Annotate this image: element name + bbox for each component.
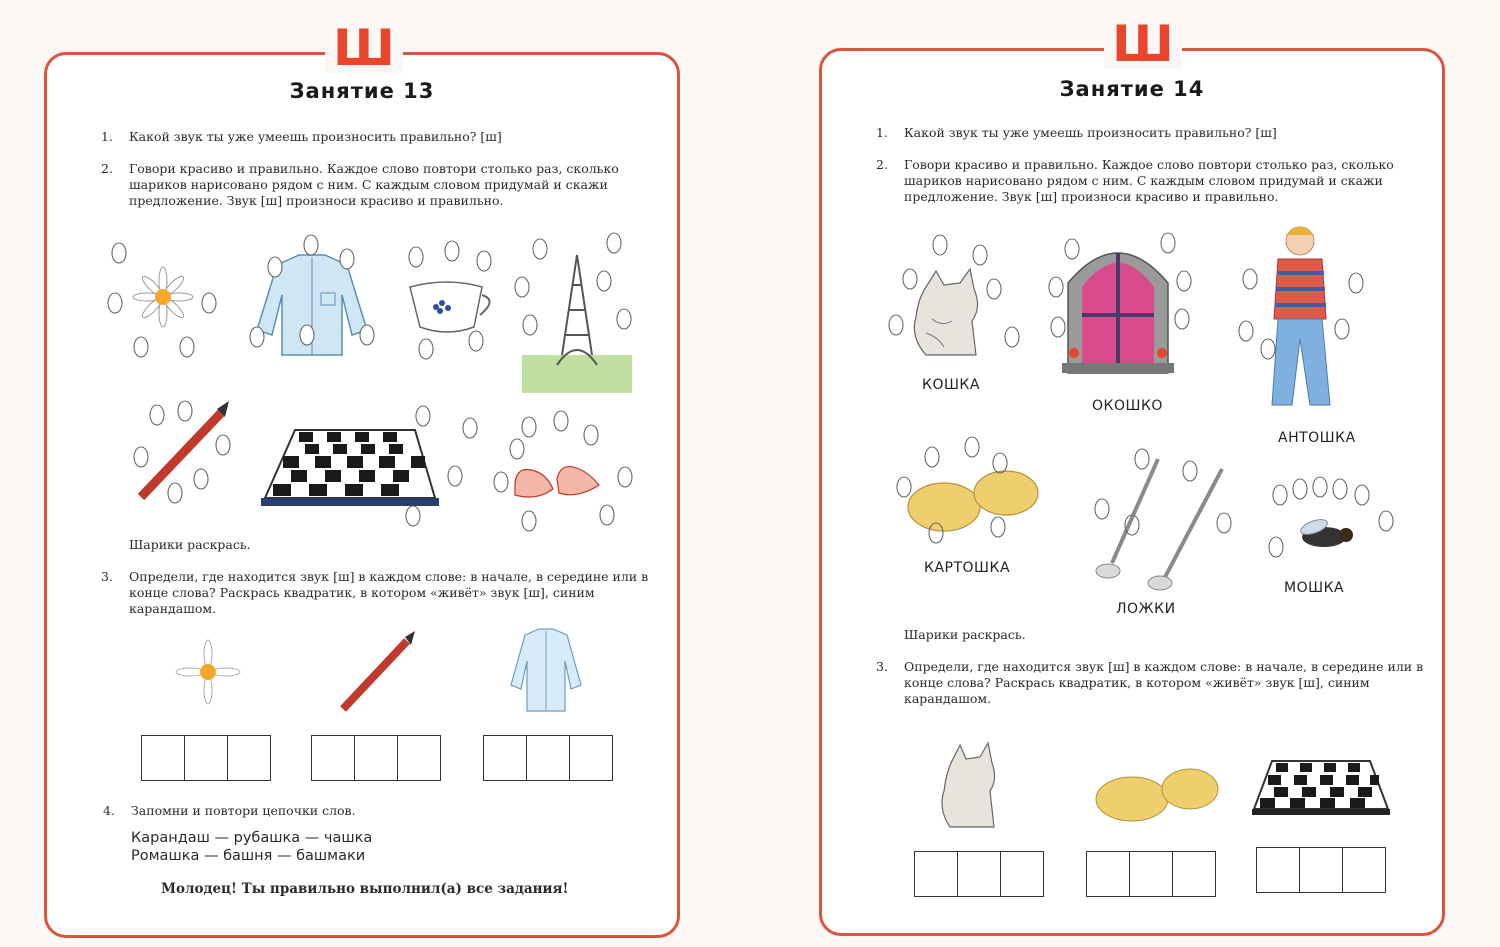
box-end[interactable] [228, 736, 270, 780]
sound-position-boxes[interactable] [914, 851, 1044, 897]
sound-position-boxes[interactable] [1256, 847, 1386, 893]
task-3 [101, 569, 669, 617]
task-text: Какой звук ты уже умеешь произносить правильно? [ш] [904, 125, 1277, 140]
box-end[interactable] [1001, 852, 1043, 896]
box-middle[interactable] [958, 852, 1001, 896]
potato-icon [1090, 759, 1220, 829]
pencil-icon [127, 401, 237, 511]
word-koshka: КОШКА [922, 377, 980, 393]
box-end[interactable] [570, 736, 612, 780]
box-beginning[interactable] [915, 852, 958, 896]
left-page [44, 19, 680, 938]
potato-icon [888, 437, 1048, 557]
letter-sh-tab: Ш [325, 23, 403, 73]
fly-icon [1268, 471, 1398, 571]
box-end[interactable] [1173, 852, 1215, 896]
word-chain-1: Карандаш — рубашка — чашка [131, 830, 373, 846]
shoes-icon [507, 415, 637, 545]
shirt-icon [507, 625, 585, 715]
task-text: Запомни и повтори цепочки слов. [131, 803, 356, 818]
box-middle[interactable] [355, 736, 398, 780]
task-number: 3. [876, 659, 888, 674]
lesson-13-title: Занятие 13 [289, 79, 435, 103]
word-lozhki: ЛОЖКИ [1116, 601, 1176, 617]
task-number: 2. [876, 157, 888, 172]
task-text: Говори красиво и правильно. Каждое слово повтори столько раз, сколько шариков нарисовано рядом с ним. С каждым словом придумай и скажи предложение. Звук [ш] произноси красиво и правильно. [904, 157, 1394, 204]
task-2 [876, 157, 1444, 205]
checkerboard-icon [255, 410, 475, 550]
task-3 [876, 659, 1444, 707]
word-moshka: МОШКА [1284, 580, 1345, 596]
sound-position-boxes[interactable] [141, 735, 271, 781]
task-text: Какой звук ты уже умеешь произносить правильно? [ш] [129, 129, 502, 144]
boy-icon [1234, 219, 1374, 419]
daisy-icon [115, 263, 225, 373]
task-text: Говори красиво и правильно. Каждое слово повтори столько раз, сколько шариков нарисовано рядом с ним. С каждым словом придумай и скажи предложение. Звук [ш] произноси красиво и правильно. [129, 161, 619, 208]
checkerboard-icon [1248, 751, 1398, 823]
sound-position-boxes[interactable] [311, 735, 441, 781]
word-antoshka: АНТОШКА [1278, 430, 1356, 446]
right-page [819, 15, 1445, 936]
word-chain-2: Ромашка — башня — башмаки [131, 848, 366, 864]
task-number: 3. [101, 569, 113, 584]
window-icon [1048, 223, 1188, 393]
box-beginning[interactable] [312, 736, 355, 780]
box-middle[interactable] [1300, 848, 1343, 892]
task-number: 1. [101, 129, 113, 144]
word-kartoshka: КАРТОШКА [924, 560, 1011, 576]
box-end[interactable] [398, 736, 440, 780]
box-beginning[interactable] [142, 736, 185, 780]
box-beginning[interactable] [1257, 848, 1300, 892]
box-middle[interactable] [1130, 852, 1173, 896]
task-1 [876, 125, 1444, 141]
box-beginning[interactable] [484, 736, 527, 780]
eiffel-tower-icon [512, 235, 637, 395]
cat-icon [886, 237, 1016, 367]
task-1 [101, 129, 669, 145]
task-text: Определи, где находится звук [ш] в каждом слове: в начале, в середине или в конце слова? Раскрась квадратик, в котором «живёт» звук [ш], синим карандашом. [904, 659, 1424, 706]
task-text: Определи, где находится звук [ш] в каждом слове: в начале, в середине или в конце слова? Раскрась квадратик, в котором «живёт» звук [ш], синим карандашом. [129, 569, 649, 616]
box-middle[interactable] [185, 736, 228, 780]
task-4 [103, 803, 671, 819]
spoons-icon [1092, 443, 1242, 593]
word-okoshko: ОКОШКО [1092, 398, 1163, 414]
task-number: 2. [101, 161, 113, 176]
cat-icon [932, 731, 1012, 831]
sound-position-boxes[interactable] [1086, 851, 1216, 897]
box-end[interactable] [1343, 848, 1385, 892]
sound-position-boxes[interactable] [483, 735, 613, 781]
color-balloons-caption: Шарики раскрась. [904, 627, 1026, 642]
praise-message: Молодец! Ты правильно выполнил(а) все задания! [161, 881, 569, 897]
color-balloons-caption: Шарики раскрась. [129, 537, 251, 552]
shirt-icon [247, 235, 377, 365]
cup-icon [402, 245, 502, 365]
pencil-icon [337, 631, 417, 715]
daisy-icon [171, 635, 245, 709]
letter-sh-tab: Ш [1104, 19, 1182, 69]
task-number: 4. [103, 803, 115, 818]
box-beginning[interactable] [1087, 852, 1130, 896]
task-number: 1. [876, 125, 888, 140]
lesson-14-title: Занятие 14 [1059, 77, 1205, 101]
task-2 [101, 161, 669, 209]
box-middle[interactable] [527, 736, 570, 780]
